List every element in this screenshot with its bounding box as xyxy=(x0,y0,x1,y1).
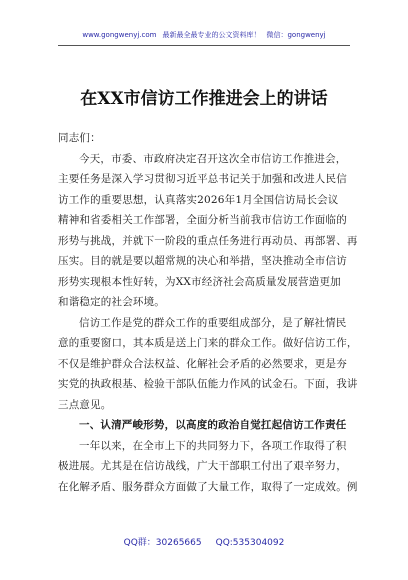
paragraph-progress xyxy=(58,436,358,498)
text-line: 实党的执政根基、检验干部队伍能力作风的试金石。下面，我讲 xyxy=(58,378,358,390)
text-line: 形势与挑战，并就下一阶段的重点任务进行再动员、再部署、再 xyxy=(58,234,358,247)
header-site-link[interactable]: www.gongwenyj.com xyxy=(82,31,157,39)
text-line: 极进展。尤其是在信访战线，广大干部职工付出了艰辛努力， xyxy=(58,460,347,472)
footer-qq-number: QQ:535304092 xyxy=(215,538,285,548)
section-heading-1 xyxy=(58,415,350,436)
text-line: 压实。目的就是要以超常规的决心和举措，坚决推动全市信访 xyxy=(58,255,347,267)
text-line: 一、认清严峻形势，以高度的政治自觉扛起信访工作责任 xyxy=(79,419,347,431)
text-line: 三点意见。 xyxy=(58,398,112,411)
footer-qq-group: QQ群：30265665 xyxy=(123,538,202,548)
text-line: 访工作的重要思想，认真落实2026年1月全国信访局长会议 xyxy=(58,193,339,206)
text-line: 不仅是维护群众合法权益、化解社会矛盾的必然要求，更是夯 xyxy=(58,357,347,370)
text-line: 和谐稳定的社会环境。 xyxy=(58,296,165,308)
document-body xyxy=(58,128,358,497)
paragraph-significance xyxy=(58,313,358,416)
text-line: 一年以来，在全市上下的共同努力下，各项工作取得了积 xyxy=(79,439,347,452)
text-line: 意的重要窗口，其本质是送上门来的群众工作。做好信访工作， xyxy=(58,337,358,349)
paragraph-intro xyxy=(58,149,358,313)
header-divider xyxy=(58,45,350,46)
text-line: 信访工作是党的群众工作的重要组成部分，是了解社情民 xyxy=(79,316,347,329)
header-slogan: 最新最全最专业的公文资料库！ xyxy=(162,31,261,39)
header-wechat: 微信：gongwenyj xyxy=(266,31,326,39)
page-header xyxy=(0,30,408,40)
text-line: 主要任务是深入学习贯彻习近平总书记关于加强和改进人民信 xyxy=(58,173,347,185)
document-title: 在XX市信访工作推进会上的讲话 xyxy=(80,89,328,109)
page-footer xyxy=(0,535,408,548)
text-line: 在化解矛盾、服务群众方面做了大量工作，取得了一定成效。例 xyxy=(58,480,358,493)
text-line: 形势实现根本性好转，为XX市经济社会高质量发展营造更加 xyxy=(58,275,341,288)
text-line: 今天，市委、市政府决定召开这次全市信访工作推进会， xyxy=(79,152,347,165)
greeting: 同志们： xyxy=(58,132,101,144)
text-line: 精神和省委相关工作部署，全面分析当前我市信访工作面临的 xyxy=(58,214,347,226)
